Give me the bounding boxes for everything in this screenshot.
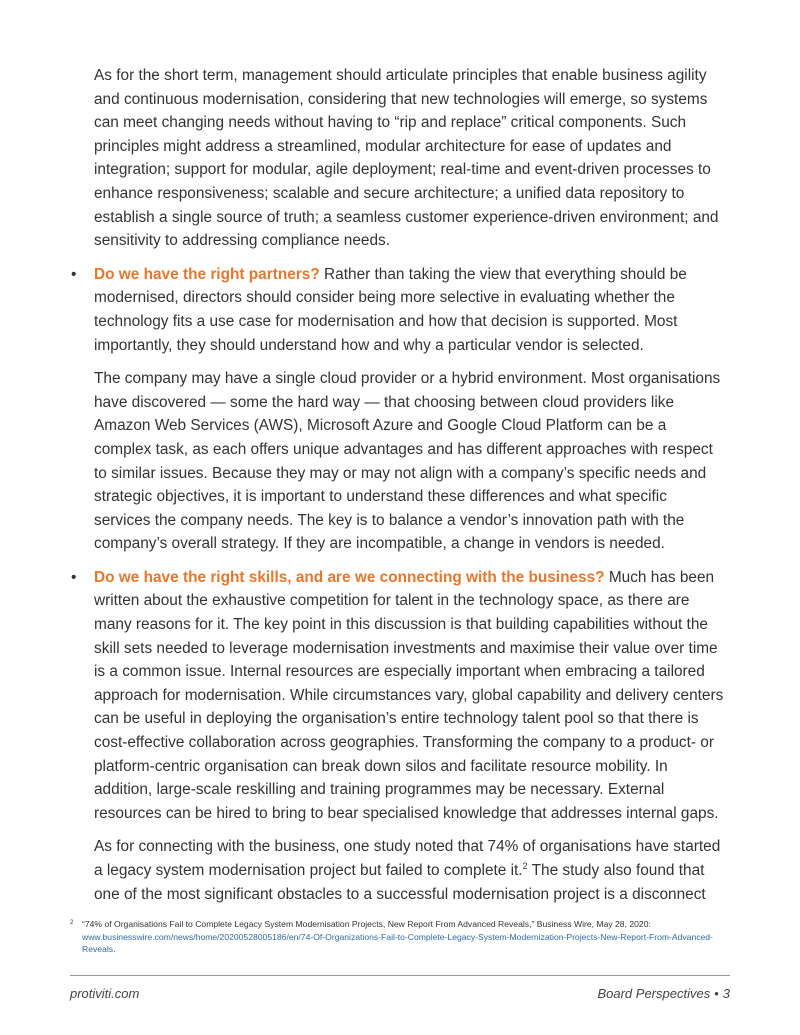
footnote-reference[interactable]: 2 [522,860,528,871]
followup-text-b: The study also found that one of the most significant obstacles to a successful modernisation project is a disconnect [94,862,706,903]
bullet-skills-paragraph [94,566,726,826]
bullet-body-skills: Much has been written about the exhaustive competition for talent in the technology space, as there are many reasons for it. The key point in this discussion is that building capabilities without the skill sets needed to leverage modernisation investments and maximise their value over time is a common issue. Internal resources are especially important when embracing a tailored approach for modernisation. While circumstances vary, global capability and delivery centers can be useful in deploying the organisation’s entire technology talent pool so that there is cost-effective collaboration across geographies. Transforming the company to a product- or platform-centric organisation can break down silos and facilitate resource mobility. In addition, large-scale reskilling and training programmes may be necessary. External resources can be hired to bring to bear specialised knowledge that addresses internal gaps. [94,568,724,822]
bullet-body-partners: Rather than taking the view that everything should be modernised, directors should consider being more selective in evaluating whether the technology fits a use case for modernisation and how that decision is supported. Most importantly, they should understand how and why a particular vendor is selected. [94,265,687,354]
footer-site[interactable]: protiviti.com [70,986,140,1001]
bullet-skills [71,566,726,906]
footer-publication: Board Perspectives [597,986,711,1001]
intro-paragraph: As for the short term, management should articulate principles that enable business agility and continuous modernisation, considering that new technologies will emerge, so systems can meet changing needs without having to “rip and replace” critical components. Such principles might address a streamlined, modular architecture for ease of updates and integration; support for modular, agile deployment; real-time and event-driven processes to enhance responsiveness; scalable and secure architecture; a unified data repository to establish a single source of truth; a seamless customer experience-driven environment; and sensitivity to addressing compliance needs. [94,67,719,250]
bullet-heading-skills: Do we have the right skills, and are we connecting with the business? [94,568,605,586]
footnote-body [82,918,730,956]
footnote-number: 2 [70,920,74,926]
bullet-partners-paragraph [94,263,726,357]
bullet-marker: • [71,568,77,586]
main-content [71,64,726,916]
bullet-partners [71,263,726,556]
footnote-text: “74% of Organisations Fail to Complete Legacy System Modernisation Projects, New Report From Advanced Reveals,” Business Wire, May 28, 2020: [82,919,651,929]
footer-divider [70,975,730,976]
footnote [70,918,730,956]
bullet-marker: • [71,265,77,283]
footer-page-info [597,986,730,1001]
partners-followup-paragraph: The company may have a single cloud provider or a hybrid environment. Most organisations have discovered — some the hard way — that choosing between cloud providers like Amazon Web Services (AWS), Microsoft Azure and Google Cloud Platform can be a complex task, as each offers unique advantages and has different approaches with respect to similar issues. Because they may or may not align with a company’s specific needs and strategic objectives, it is important to understand these differences and what specific services the company needs. The key is to balance a vendor’s innovation path with the company’s overall strategy. If they are incompatible, a change in vendors is needed. [94,370,721,553]
footer-page-number: 3 [722,986,730,1001]
footer-separator: • [714,986,719,1001]
bullet-heading-partners: Do we have the right partners? [94,265,320,283]
footnote-link[interactable]: www.businesswire.com/news/home/20200528005186/en/74-Of-Organizations-Fail-to-Complete-Legacy-System-Modernization-Projects-New-Report-From-Advanced-Reveals [82,931,713,954]
footnote-trailing: . [113,944,116,954]
followup-text-a: As for connecting with the business, one study noted that 74% of organisations have started a legacy system modernisation project but failed to complete it. [94,838,721,879]
skills-followup-paragraph [94,835,726,906]
